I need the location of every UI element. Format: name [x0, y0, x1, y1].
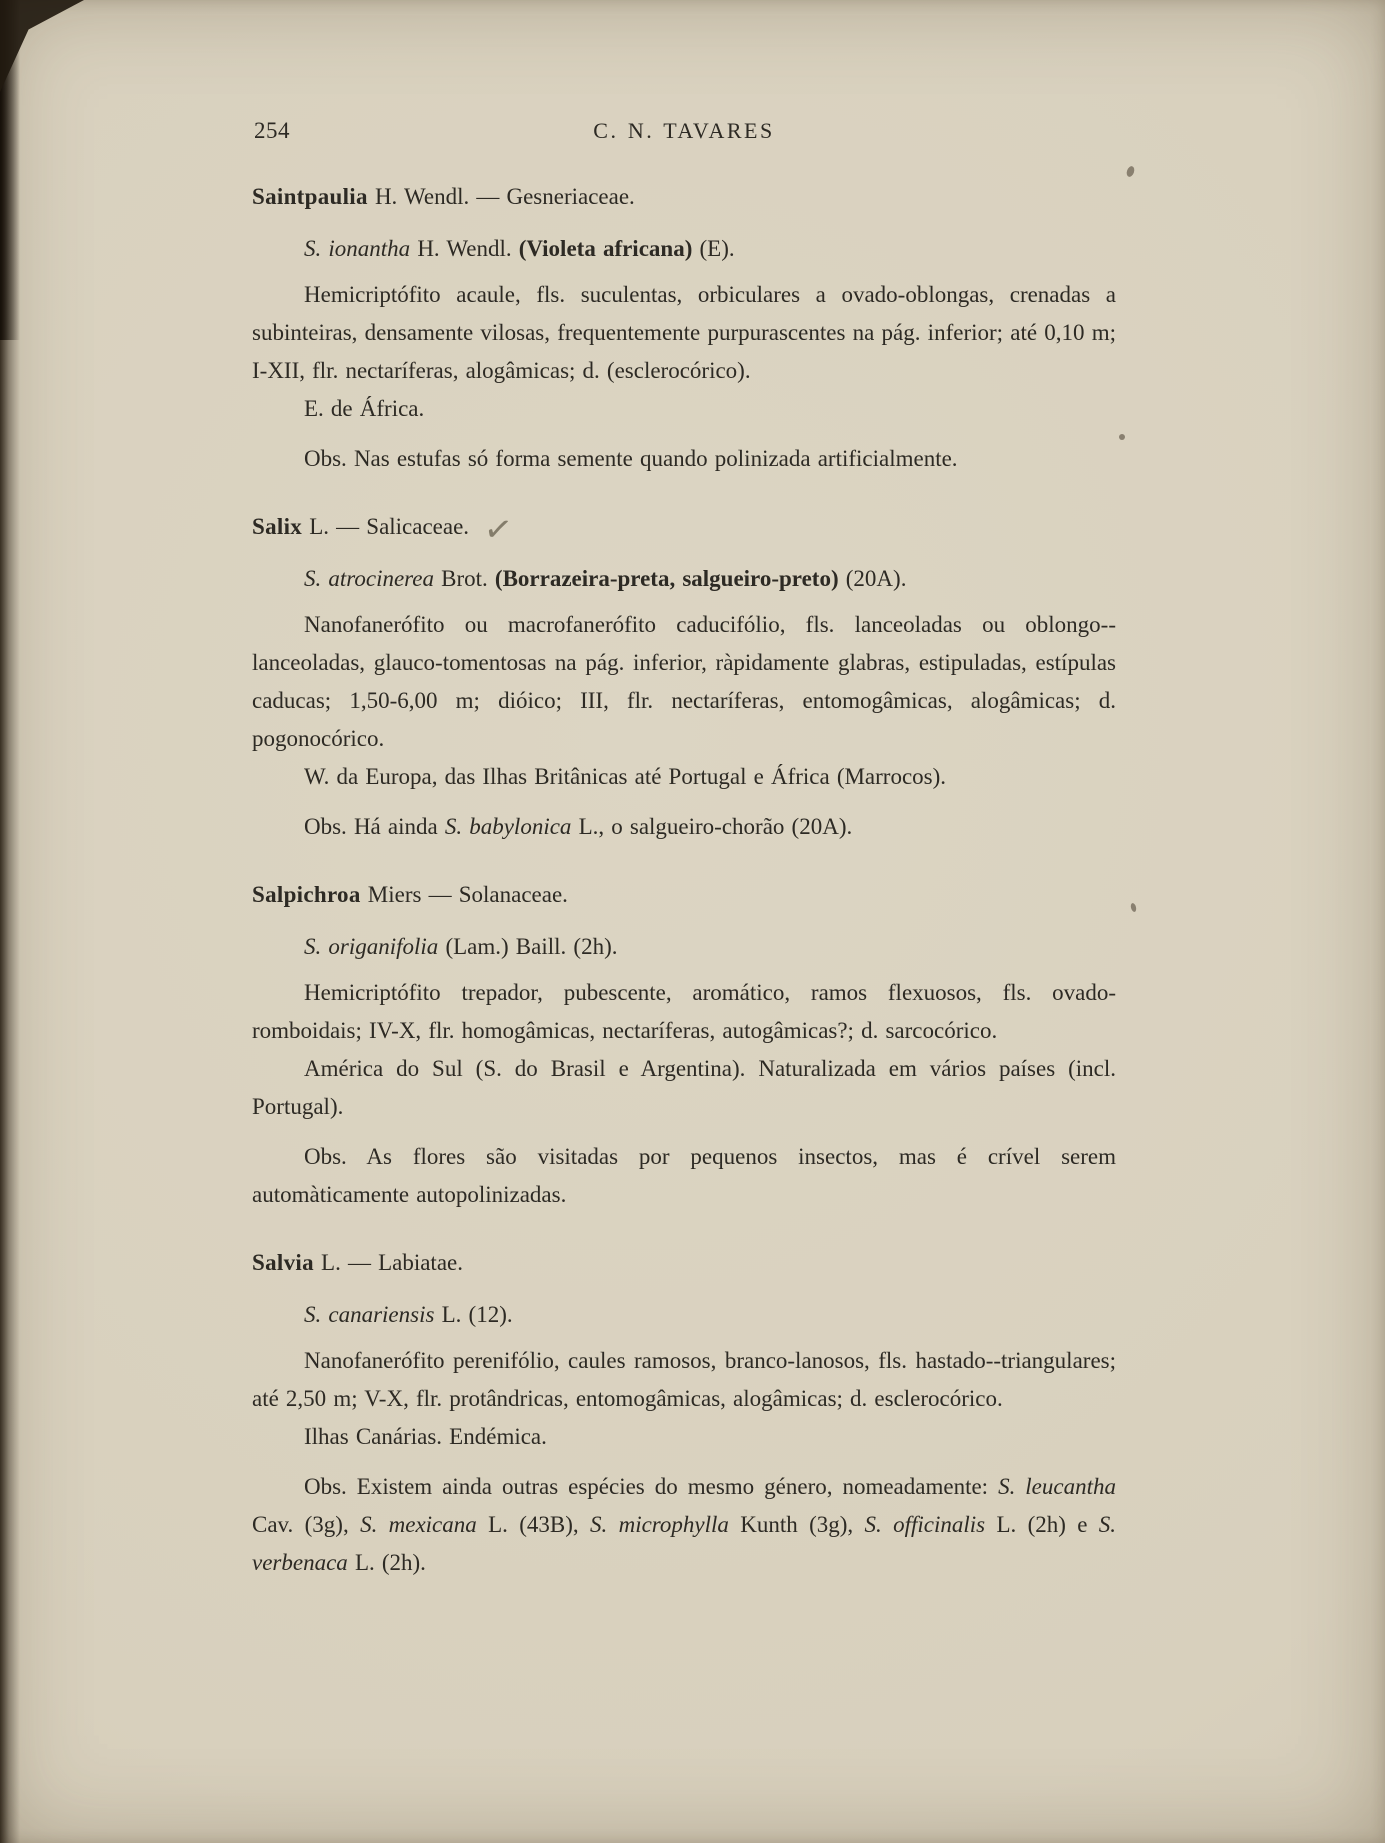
species-author: Brot. — [441, 566, 488, 591]
genus-authority-family: H. Wendl. — Gesneriaceae. — [374, 184, 635, 209]
genus-heading — [252, 508, 1116, 552]
species-heading — [252, 560, 1116, 598]
handwritten-checkmark: ✓ — [481, 508, 516, 552]
genus-heading — [252, 1244, 1116, 1282]
species-heading — [252, 230, 1116, 268]
scan-gutter-shadow — [0, 0, 20, 1843]
entry-saintpaulia — [252, 178, 1116, 478]
genus-authority-family: Miers — Solanaceae. — [367, 882, 568, 907]
genus-authority-family: L. — Labiatae. — [321, 1250, 463, 1275]
species-author: (Lam.) Baill. — [445, 934, 567, 959]
species-name: S. origanifolia — [304, 934, 439, 959]
genus-heading — [252, 178, 1116, 216]
genus-name: Salpichroa — [252, 882, 361, 907]
species-name: S. ionantha — [304, 236, 411, 261]
species-description: Hemicriptófito trepador, pubescente, aromático, ramos flexuosos, fls. ovado-romboidais; IV-X, flr. homogâmicas, nectaríferas, autogâmicas?; d. sarcocórico. — [252, 980, 1116, 1043]
species-code: (20A). — [845, 566, 907, 591]
obs-species-name: S. leucantha — [998, 1474, 1116, 1499]
species-code: (12). — [468, 1302, 513, 1327]
running-header: C. N. TAVARES — [593, 118, 775, 143]
species-observation — [252, 1138, 1116, 1214]
obs-species-name: S. babylonica — [444, 814, 572, 839]
species-common-name: (Borrazeira-preta, salgueiro-preto) — [494, 566, 839, 591]
species-distribution: W. da Europa, das Ilhas Britânicas até Portugal e África (Marrocos). — [304, 764, 947, 789]
species-name: S. atrocinerea — [304, 566, 434, 591]
species-description: Hemicriptófito acaule, fls. suculentas, orbiculares a ovado-oblongas, crenadas a subinteiras, densamente vilosas, frequentemente purpurascentes na pág. inferior; até 0,10 m; I-XII, flr. nectaríferas, alogâmicas; d. (esclerocórico). — [252, 282, 1116, 383]
obs-text: Cav. (3g), — [252, 1512, 349, 1537]
genus-name: Salvia — [252, 1250, 314, 1275]
obs-species-name: S. verbenaca — [252, 1512, 1117, 1575]
obs-text: L. (2h). — [354, 1550, 426, 1575]
genus-name: Saintpaulia — [252, 184, 368, 209]
species-observation — [252, 808, 1116, 846]
scan-speck — [1119, 434, 1125, 440]
obs-species-name: S. officinalis — [864, 1512, 986, 1537]
scan-speck — [1130, 903, 1137, 913]
entry-salix — [252, 508, 1116, 846]
species-description: Nanofanerófito perenifólio, caules ramosos, branco-lanosos, fls. hastado--triangulares; até 2,50 m; V-X, flr. protândricas, entomogâmicas, alogâmicas; d. esclerocórico. — [252, 1348, 1116, 1411]
page-text-block — [252, 112, 1116, 1582]
obs-text: Kunth (3g), — [740, 1512, 854, 1537]
species-distribution: América do Sul (S. do Brasil e Argentina). Naturalizada em vários países (incl. Portugal). — [252, 1056, 1116, 1119]
entry-salpichroa — [252, 876, 1116, 1214]
obs-text: Obs. Há ainda — [304, 814, 438, 839]
species-heading — [252, 1296, 1116, 1334]
scan-speck — [1125, 165, 1135, 178]
page-number: 254 — [254, 118, 290, 143]
species-observation — [252, 440, 1116, 478]
species-observation — [252, 1468, 1116, 1582]
obs-species-name: S. microphylla — [590, 1512, 729, 1537]
species-distribution: E. de África. — [304, 396, 425, 421]
species-distribution: Ilhas Canárias. Endémica. — [304, 1424, 547, 1449]
species-heading — [252, 928, 1116, 966]
genus-authority-family: L. — Salicaceae. — [309, 514, 470, 539]
page-header — [252, 112, 1116, 150]
species-name: S. canariensis — [304, 1302, 435, 1327]
genus-name: Salix — [252, 514, 303, 539]
obs-text: L. (43B), — [488, 1512, 579, 1537]
obs-text: L. (2h) e — [996, 1512, 1088, 1537]
obs-text: Obs. As flores são visitadas por pequenos insectos, mas é crível serem automàticamente autopolinizadas. — [252, 1144, 1116, 1207]
species-author: L. — [441, 1302, 462, 1327]
obs-text: L., o salgueiro-chorão (20A). — [578, 814, 853, 839]
species-description: Nanofanerófito ou macrofanerófito caducifólio, fls. lanceoladas ou oblongo--lanceoladas, glauco-tomentosas na pág. inferior, ràpidamente glabras, estipuladas, estípulas caducas; 1,50-6,00 m; dióico; III, flr. nectaríferas, entomogâmicas, alogâmicas; d. pogonocórico. — [252, 612, 1116, 751]
species-code: (E). — [699, 236, 735, 261]
obs-species-name: S. mexicana — [360, 1512, 477, 1537]
species-author: H. Wendl. — [417, 236, 512, 261]
species-common-name: (Violeta africana) — [518, 236, 693, 261]
species-code: (2h). — [573, 934, 618, 959]
entry-salvia — [252, 1244, 1116, 1582]
genus-heading — [252, 876, 1116, 914]
obs-text: Obs. Nas estufas só forma semente quando polinizada artificialmente. — [304, 446, 958, 471]
obs-text: Obs. Existem ainda outras espécies do mesmo género, nomeadamente: — [304, 1474, 989, 1499]
